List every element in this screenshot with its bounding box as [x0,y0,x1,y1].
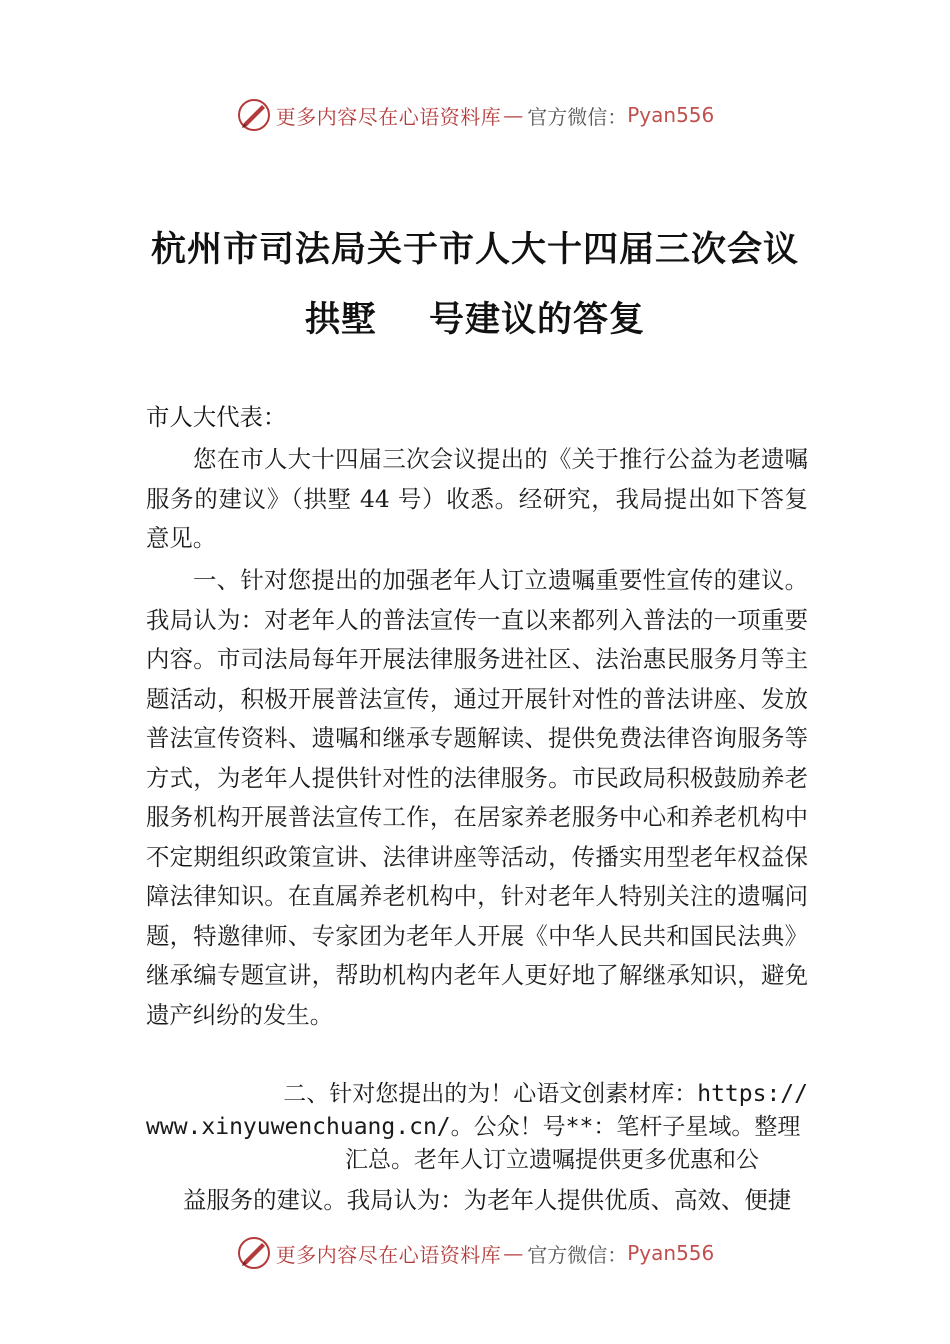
bottom-banner [0,1231,950,1275]
banner-text: 更多内容尽在心语资料库 [275,1242,502,1267]
banner-separator: — [503,1241,524,1265]
paragraph-1-text: 您在市人大十四届三次会议提出的《关于推行公益为老遗嘱服务的建议》（拱墅 44 号）收悉。经研究，我局提出如下答复意见。 [146,445,808,552]
banner-wechat-id: Pyan556 [627,1241,715,1265]
banner-text: 更多内容尽在心语资料库 [275,104,502,129]
pen-logo-icon [236,97,272,133]
paragraph-2 [146,561,808,1035]
paragraph-2-text: 一、针对您提出的加强老年人订立遗嘱重要性宣传的建议。我局认为：对老年人的普法宣传一直以来都列入普法的一项重要内容。市司法局每年开展法律服务进社区、法治惠民服务月等主题活动，积极开展普法宣传，通过开展针对性的普法讲座、发放普法宣传资料、遗嘱和继承专题解读、提供免费法律咨询服务等方式，为老年人提供针对性的法律服务。市民政局积极鼓励养老服务机构开展普法宣传工作，在居家养老服务中心和养老机构中不定期组织政策宣讲、法律讲座等活动，传播实用型老年权益保障法律知识。在直属养老机构中，针对老年人特别关注的遗嘱问题，特邀律师、专家团为老年人开展《中华人民共和国民法典》继承编专题宣讲，帮助机构内老年人更好地了解继承知识，避免遗产纠纷的发生。 [146,566,808,1029]
paragraph-3-line3: 汇总。老年人订立遗嘱提供更多优惠和公 [345,1147,759,1173]
paragraph-3-line1: 二、针对您提出的为！心语文创素材库：https:// [283,1081,808,1107]
paragraph-3-line2: www.xinyuwenchuang.cn/。公众！号**：笔杆子星域。整理 [146,1114,801,1140]
paragraph-1 [146,440,808,559]
document-title-line1: 杭州市司法局关于市人大十四届三次会议 [150,229,799,270]
banner-wechat-id: Pyan556 [627,103,715,127]
title-district: 拱墅 [304,299,377,340]
top-banner [0,93,950,137]
pen-logo-icon [236,1235,272,1271]
document-title-line2 [0,292,950,342]
banner-wechat-label: 官方微信： [527,104,628,129]
banner-separator: — [503,103,524,127]
title-suffix: 号建议的答复 [429,299,646,340]
salutation: 市人大代表： [146,403,287,431]
paragraph-3-with-watermark [146,1078,808,1177]
paragraph-3-tail: 益服务的建议。我局认为：为老年人提供优质、高效、便捷 [183,1186,792,1214]
banner-wechat-label: 官方微信： [527,1242,628,1267]
